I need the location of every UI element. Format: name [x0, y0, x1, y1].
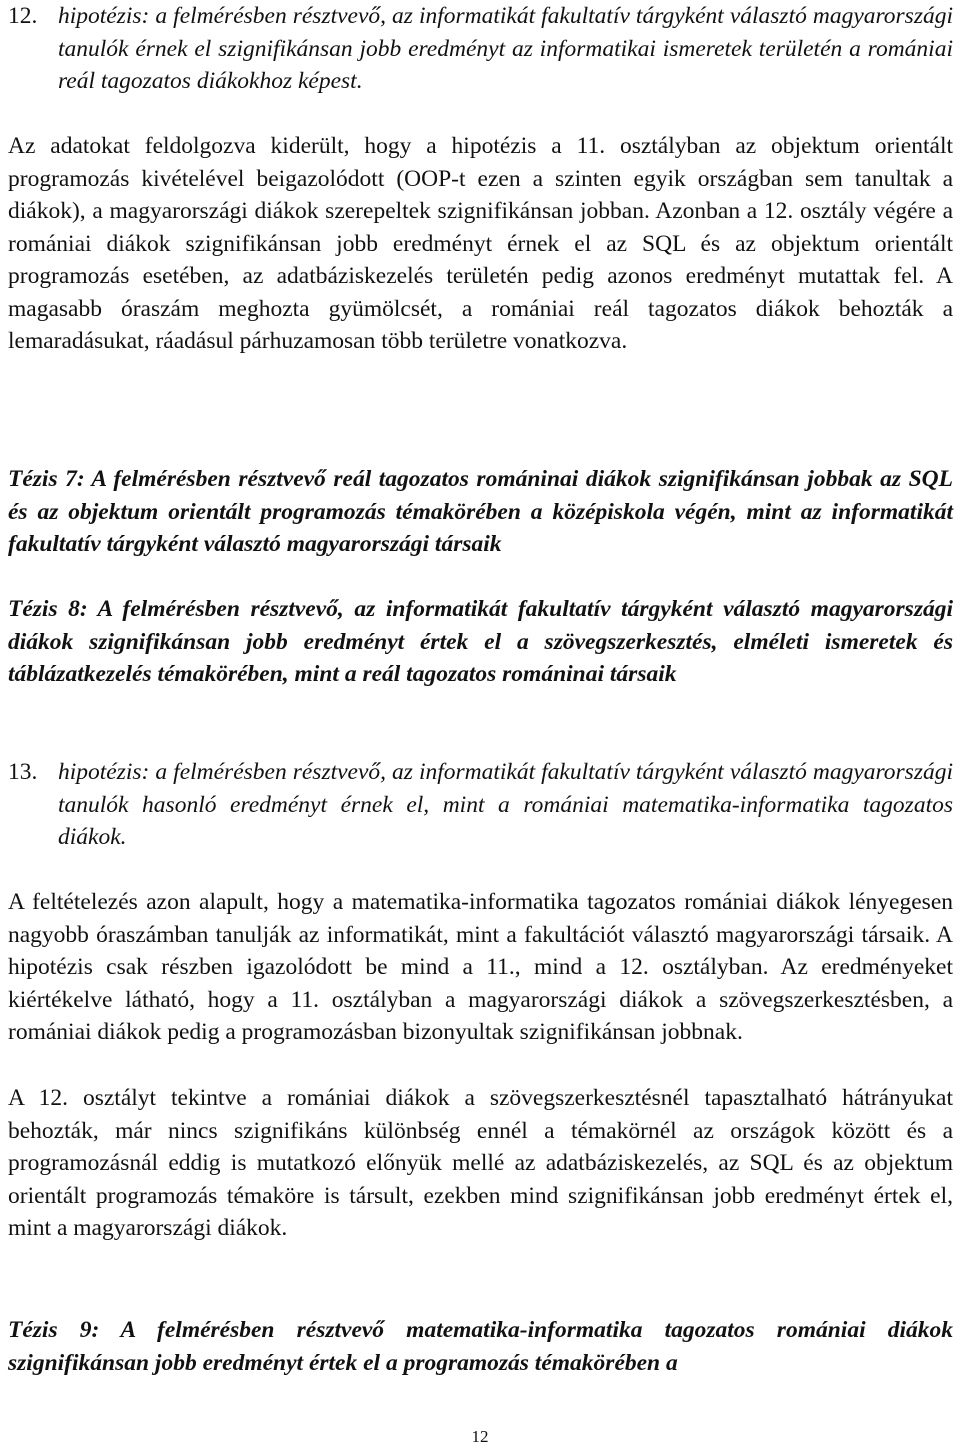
hypothesis-12: [8, 0, 953, 98]
thesis-8: Tézis 8: A felmérésben résztvevő, az informatikát fakultatív tárgyként választó magyarországi diákok szignifikánsan jobb eredményt értek el a szövegszerkesztés, elméleti ismeretek és táblázatkezelés témakörében, mint a reál tagozatos románinai társaik: [8, 596, 953, 687]
hypothesis-number: 13.: [8, 759, 38, 785]
thesis-7: Tézis 7: A felmérésben résztvevő reál tagozatos románinai diákok szignifikánsan jobbak az SQL és az objektum orientált programozás témakörében a középiskola végén, mint az informatikát fakultatív tárgyként választó magyarországi társaik: [8, 466, 953, 557]
body-paragraph: A 12. osztályt tekintve a romániai diákok a szövegszerkesztésnél tapasztalható hátrányukat behozták, már nincs szignifikáns különbség ennél a témakörnél az országok között és a programozásnál eddig is mutatkozó előnyük mellé az adatbáziskezelés, az SQL és az objektum orientált programozás témaköre is társult, ezekben mind szignifikánsan jobb eredményt értek el, mint a magyarországi diákok.: [8, 1085, 953, 1241]
body-paragraph: Az adatokat feldolgozva kiderült, hogy a hipotézis a 11. osztályban az objektum orientált programozás kivételével beigazolódott (OOP-t ezen a szinten egyik országban sem tanultak a diákok), a magyarországi diákok szerepeltek szignifikánsan jobban. Azonban a 12. osztály végére a romániai diákok szignifikánsan jobb eredményt érnek el az SQL és az objektum orientált programozás esetében, az adatbáziskezelés területén pedig azonos eredményt mutattak fel. A magasabb óraszám meghozta gyümölcsét, a romániai reál tagozatos diákok behozták a lemaradásukat, ráadásul párhuzamosan több területre vonatkozva.: [8, 133, 953, 354]
hypothesis-13: [8, 756, 953, 854]
page-number: 12: [471, 1427, 489, 1446]
hypothesis-text: hipotézis: a felmérésben résztvevő, az informatikát fakultatív tárgyként választó magyarországi tanulók hasonló eredményt érnek el, mint a romániai matematika-informatika tagozatos diákok.: [58, 759, 953, 850]
body-paragraph: A feltételezés azon alapult, hogy a matematika-informatika tagozatos romániai diákok lényegesen nagyobb óraszámban tanulják az informatikát, mint a fakultációt választó magyarországi társaik. A hipotézis csak részben igazolódott be mind a 11., mind a 12. osztályban. Az eredményeket kiértékelve látható, hogy a 11. osztályban a magyarországi diákok a szövegszerkesztésben, a romániai diákok pedig a programozásban bizonyultak szignifikánsan jobbnak.: [8, 889, 953, 1045]
thesis-9: Tézis 9: A felmérésben résztvevő matematika-informatika tagozatos romániai diákok szignifikánsan jobb eredményt értek el a programozás témakörében a: [8, 1317, 953, 1376]
hypothesis-number: 12.: [8, 3, 38, 29]
hypothesis-text: hipotézis: a felmérésben résztvevő, az informatikát fakultatív tárgyként választó magyarországi tanulók érnek el szignifikánsan jobb eredményt az informatikai ismeretek területén a romániai reál tagozatos diákokhoz képest.: [58, 3, 953, 94]
